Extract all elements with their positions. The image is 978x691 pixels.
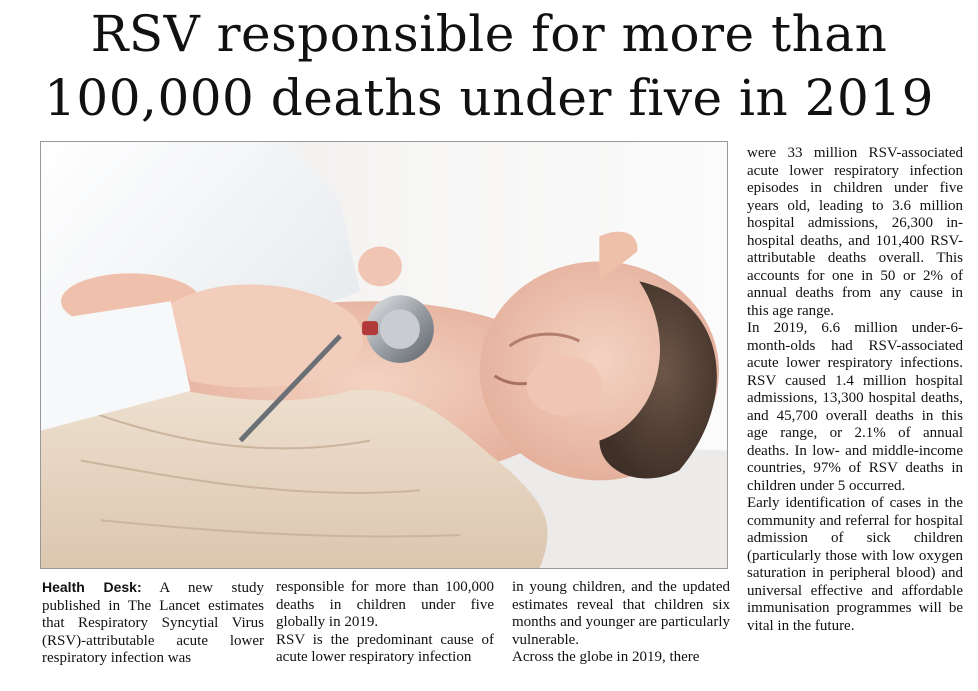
article-column-4 <box>747 145 963 635</box>
lead-text: A new study published in The Lancet estimates that Respiratory Syncytial Virus (RSV)-attributable acute lower respiratory infection was <box>42 580 264 666</box>
lead-paragraph <box>42 579 264 668</box>
headline-line-2: 100,000 deaths under five in 2019 <box>44 69 934 127</box>
paragraph: in young children, and the updated estimates reveal that children six months and younger are particularly vulnerable. <box>512 579 730 648</box>
paragraph: RSV is the predominant cause of acute lower respiratory infection <box>276 631 494 665</box>
newborn-with-stethoscope-photo <box>41 142 727 568</box>
paragraph: responsible for more than 100,000 deaths in children under five globally in 2019. <box>276 579 494 630</box>
paragraph: Early identification of cases in the community and referral for hospital admission of sick children (particularly those with low oxygen saturation in peripheral blood) and universal effective and affordable immunisation programmes will be vital in the future. <box>747 495 963 634</box>
paragraph: were 33 million RSV-associated acute lower respiratory infection episodes in children under five years old, leading to 3.6 million hospital admissions, 26,300 in-hospital deaths, and 101,400 RSV-attributable deaths overall. This accounts for one in 50 or 2% of annual deaths from any cause in this age range. <box>747 145 963 319</box>
article-column-2 <box>276 579 494 667</box>
headline-line-1: RSV responsible for more than <box>90 5 888 63</box>
kicker: Health Desk: <box>42 579 142 595</box>
paragraph: In 2019, 6.6 million under-6-month-olds had RSV-associated acute lower respiratory infections. RSV caused 1.4 million hospital admissions, 13,300 hospital deaths, and 45,700 overall deaths in this age range, or 2.1% of annual deaths. In low- and middle-income countries, 97% of RSV deaths in children under 5 occurred. <box>747 320 963 494</box>
article-column-1 <box>42 579 264 668</box>
headline <box>0 2 978 130</box>
article-photo <box>40 141 728 569</box>
article-column-3 <box>512 579 730 667</box>
paragraph: Across the globe in 2019, there <box>512 649 700 665</box>
